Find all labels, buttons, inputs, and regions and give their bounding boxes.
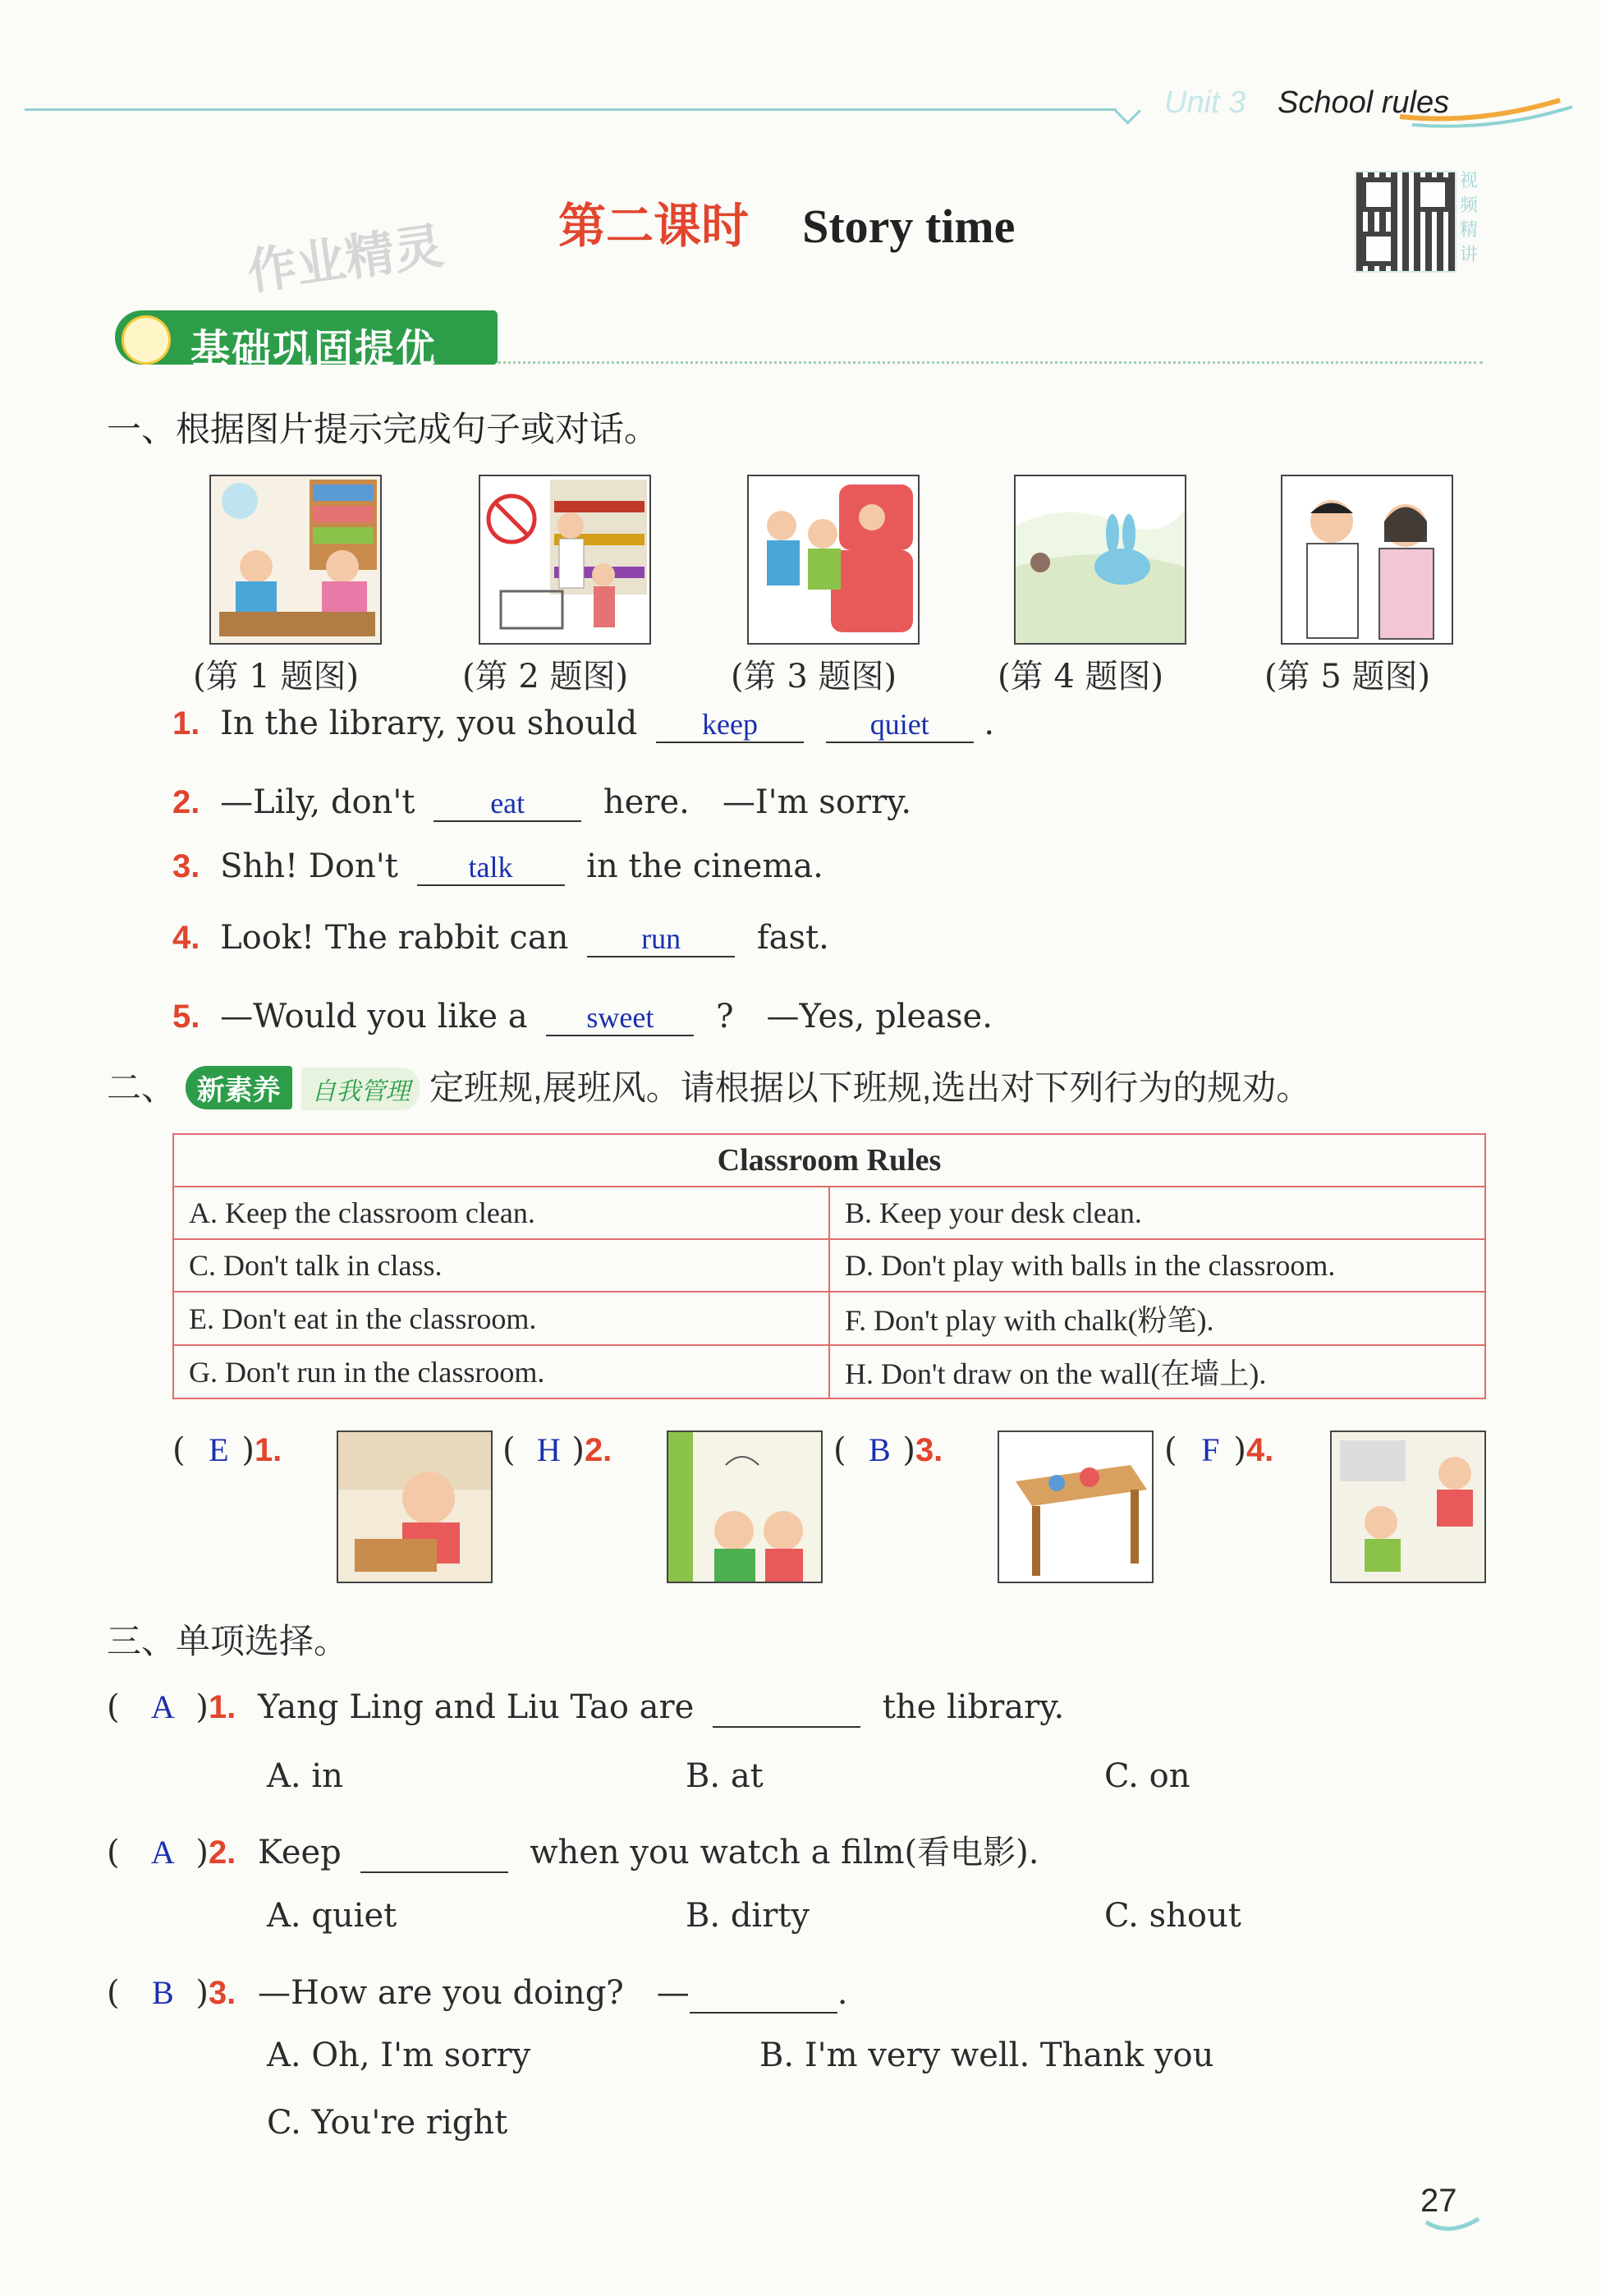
caption-5: (第 5 题图) (1264, 658, 1431, 696)
match-answer-1[interactable]: ( E )1. (172, 1431, 282, 1469)
section-divider (498, 361, 1483, 364)
part2-heading-row: 二、 新素养 自我管理 定班规,展班风。请根据以下班规,选出对下列行为的规劝。 (107, 1061, 1310, 1110)
answer-blank[interactable]: run (587, 921, 735, 957)
fill-item-4: 4. Look! The rabbit can run fast. (172, 919, 829, 957)
header-chevron-icon (1114, 98, 1141, 125)
choice-question-3: ( B )3. —How are you doing? — . (107, 1974, 848, 2012)
answer-blank[interactable]: eat (434, 786, 581, 822)
header-unit: Unit 3 (1164, 85, 1246, 120)
choice-question-2: ( A )2. Keep when you watch a film(看电影). (107, 1834, 1039, 1871)
fill-item-1: 1. In the library, you should keep quiet . (172, 705, 995, 742)
option-a[interactable]: A. in (267, 1757, 343, 1795)
header-rule (25, 108, 1117, 111)
lesson-title (558, 187, 1015, 256)
picture-drawing-on-wall (667, 1430, 823, 1583)
picture-supermarket (479, 475, 651, 645)
picture-cinema (747, 475, 920, 645)
answer-blank[interactable]: quiet (826, 707, 974, 743)
header-title: School rules (1278, 85, 1450, 120)
option-b[interactable]: B. at (686, 1757, 764, 1795)
caption-1: (第 1 题图) (193, 658, 360, 696)
section-badge-label: 基础巩固提优 (190, 328, 438, 371)
picture-messy-desk (998, 1430, 1154, 1583)
table-row: G. Don't run in the classroom. H. Don't draw on the wall(在墙上). (173, 1345, 1485, 1398)
answer-blank[interactable]: keep (656, 707, 804, 743)
caption-4: (第 4 题图) (998, 658, 1164, 696)
caption-2: (第 2 题图) (462, 658, 629, 696)
blank (713, 1688, 860, 1728)
badge-self-management: 自我管理 (301, 1068, 420, 1110)
fill-item-5: 5. —Would you like a sweet ? —Yes, please. (172, 998, 993, 1035)
table-row: E. Don't eat in the classroom. F. Don't play with chalk(粉笔). (173, 1292, 1485, 1345)
caption-3: (第 3 题图) (731, 658, 897, 696)
fill-item-3: 3. Shh! Don't talk in the cinema. (172, 847, 823, 885)
table-row: A. Keep the classroom clean. B. Keep your desk clean. (173, 1187, 1485, 1239)
header-swoosh-icon (1396, 92, 1576, 133)
option-b[interactable]: B. I'm very well. Thank you (759, 2037, 1214, 2074)
page-number: 27 (1420, 2183, 1457, 2219)
picture-library (209, 475, 382, 645)
lesson-title-cn: 第二课时 (558, 198, 750, 254)
lesson-title-en: Story time (802, 200, 1016, 253)
qr-label: 视频精讲 (1460, 171, 1479, 265)
answer-choice[interactable]: A (150, 1834, 175, 1871)
match-answer-3[interactable]: ( B )3. (833, 1431, 943, 1469)
fill-item-2: 2. —Lily, don't eat here. —I'm sorry. (172, 783, 912, 821)
answer-blank[interactable]: sweet (546, 1000, 694, 1036)
watermark: 作业精灵 (243, 217, 447, 302)
table-title: Classroom Rules (173, 1134, 1485, 1187)
option-c[interactable]: C. shout (1104, 1897, 1241, 1935)
blank (690, 1974, 837, 2014)
option-a[interactable]: A. Oh, I'm sorry (267, 2037, 531, 2074)
part3-heading: 三、单项选择。 (107, 1622, 349, 1660)
answer-choice[interactable]: B (151, 1974, 174, 2011)
picture-dialogue (1281, 475, 1453, 645)
page-swoosh-icon (1424, 2217, 1482, 2237)
answer-choice[interactable]: A (150, 1688, 175, 1725)
classroom-rules-table (172, 1133, 1486, 1399)
blank (360, 1834, 508, 1873)
picture-eating-in-class (337, 1430, 493, 1583)
part1-heading: 一、根据图片提示完成句子或对话。 (107, 410, 659, 448)
option-c[interactable]: C. You're right (267, 2104, 508, 2142)
section-badge (115, 310, 498, 371)
table-row: C. Don't talk in class. D. Don't play with balls in the classroom. (173, 1239, 1485, 1292)
badge-new-literacy: 新素养 (186, 1066, 292, 1109)
picture-chalk-play (1330, 1430, 1486, 1583)
match-answer-4[interactable]: ( F )4. (1164, 1431, 1274, 1469)
option-c[interactable]: C. on (1104, 1757, 1190, 1795)
badge-sun-icon (122, 315, 171, 365)
match-answer-2[interactable]: ( H )2. (502, 1431, 612, 1469)
option-b[interactable]: B. dirty (686, 1897, 810, 1935)
option-a[interactable]: A. quiet (267, 1897, 397, 1935)
choice-question-1: ( A )1. Yang Ling and Liu Tao are the library. (107, 1688, 1065, 1726)
answer-blank[interactable]: talk (417, 850, 565, 886)
picture-rabbit (1014, 475, 1186, 645)
qr-code[interactable] (1355, 171, 1456, 273)
